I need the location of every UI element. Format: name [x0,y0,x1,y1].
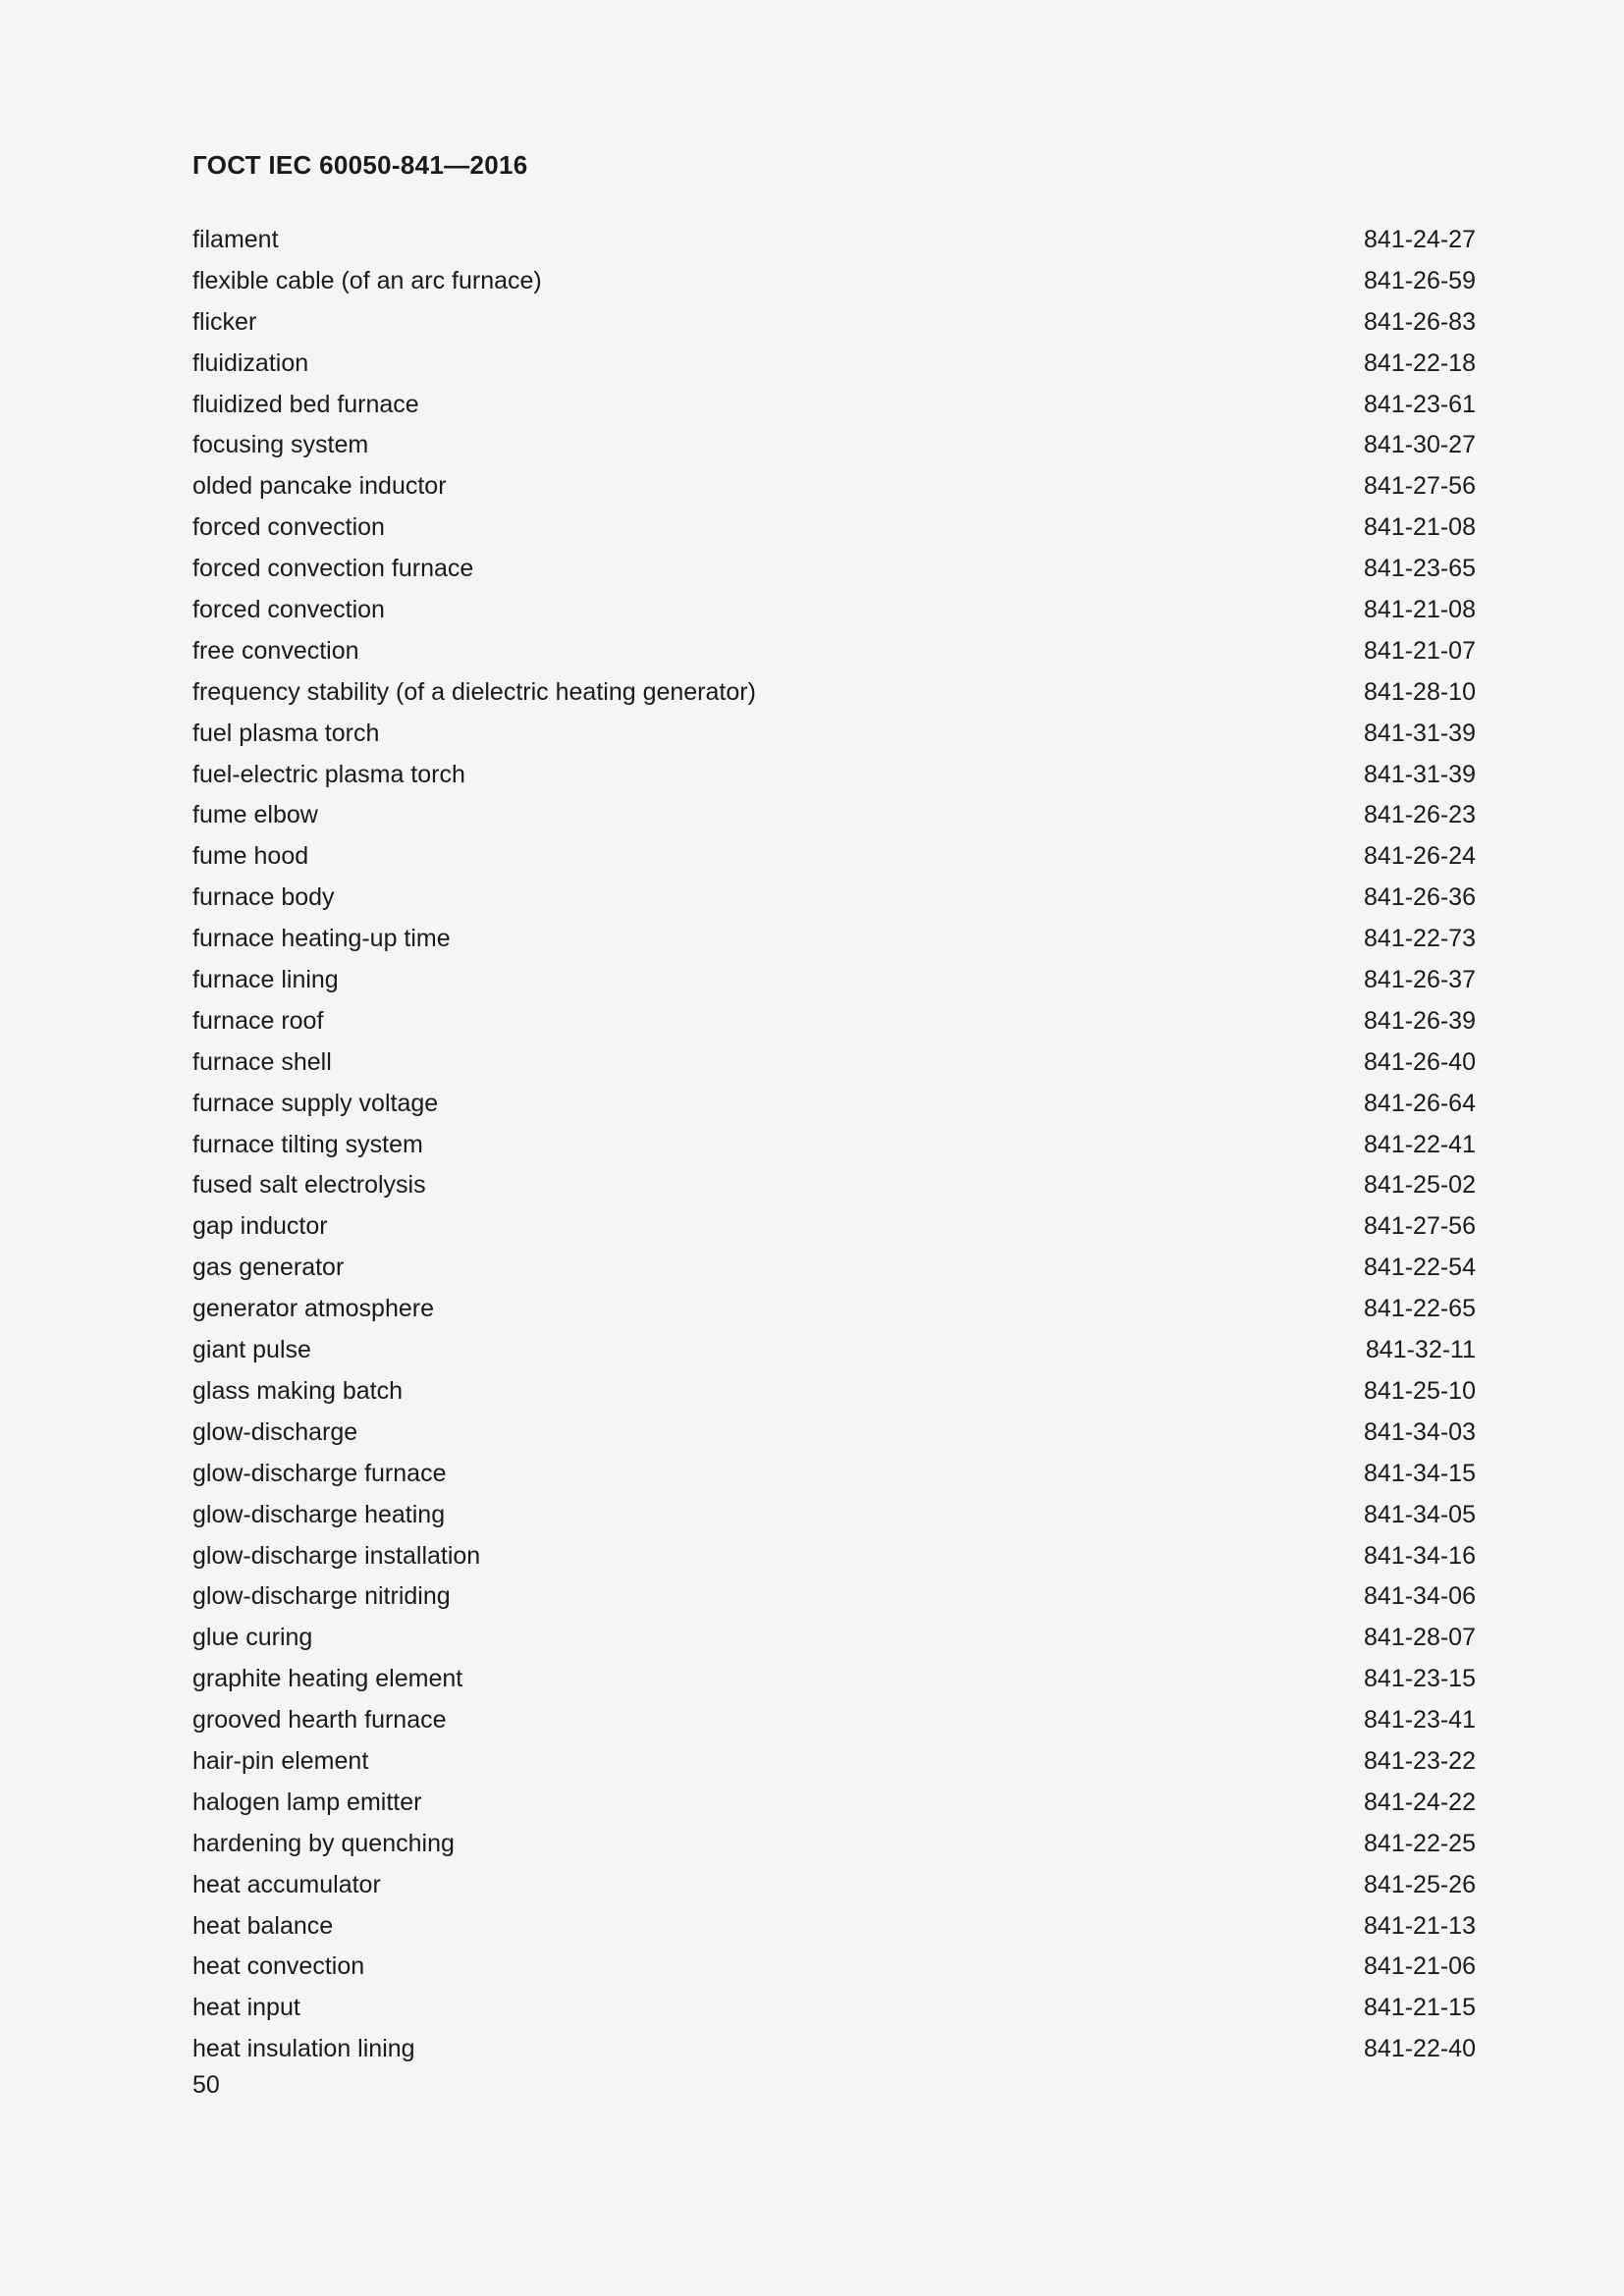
entry-term: glue curing [192,1624,313,1652]
index-entry [192,1618,1476,1659]
entry-term: glow-discharge furnace [192,1459,447,1487]
index-entry [192,507,1476,549]
entry-code: 841-24-22 [1364,1788,1476,1816]
entry-term: fume elbow [192,801,318,829]
entry-code: 841-21-15 [1364,1994,1476,2022]
entry-term: forced convection [192,596,385,624]
index-entry [192,1289,1476,1330]
index-entry [192,1741,1476,1783]
entry-code: 841-26-23 [1364,801,1476,829]
entry-term: heat convection [192,1952,365,1981]
entry-term: giant pulse [192,1336,311,1364]
entry-code: 841-23-65 [1364,555,1476,583]
entry-code: 841-22-73 [1364,925,1476,953]
entry-code: 841-32-11 [1365,1336,1476,1364]
index-entry [192,1947,1476,1988]
index-entry [192,385,1476,426]
entry-term: furnace roof [192,1006,324,1035]
entry-term: free convection [192,636,359,665]
entry-code: 841-28-07 [1364,1624,1476,1652]
entry-code: 841-31-39 [1364,719,1476,747]
entry-code: 841-21-08 [1364,596,1476,624]
index-entry [192,549,1476,590]
entry-code: 841-26-83 [1364,307,1476,336]
entry-code: 841-26-37 [1364,966,1476,994]
index-entry [192,631,1476,672]
entry-term: halogen lamp emitter [192,1788,422,1816]
entry-term: furnace tilting system [192,1130,423,1158]
index-entry [192,1330,1476,1371]
index-entry [192,1495,1476,1536]
entry-code: 841-23-22 [1364,1746,1476,1775]
entry-term: glow-discharge installation [192,1541,481,1570]
entry-term: glass making batch [192,1376,404,1405]
entry-code: 841-27-56 [1364,472,1476,501]
entry-code: 841-22-40 [1364,2035,1476,2063]
entry-term: flexible cable (of an arc furnace) [192,266,542,294]
index-entry [192,1042,1476,1084]
entry-code: 841-25-26 [1364,1870,1476,1898]
entry-term: generator atmosphere [192,1295,434,1323]
entry-code: 841-26-24 [1364,842,1476,871]
entry-term: fume hood [192,842,309,871]
entry-term: flicker [192,307,257,336]
entry-term: furnace heating-up time [192,925,451,953]
index-entry [192,1865,1476,1906]
entry-term: furnace lining [192,966,339,994]
index-entry [192,220,1476,261]
entry-code: 841-26-39 [1364,1006,1476,1035]
index-entry [192,1536,1476,1577]
index-entry [192,672,1476,714]
document-header: ГОСТ IEC 60050-841—2016 [192,150,528,180]
entry-code: 841-21-08 [1364,513,1476,542]
index-entry [192,960,1476,1001]
entry-code: 841-31-39 [1364,760,1476,788]
index-entry [192,1576,1476,1618]
entry-code: 841-23-61 [1364,390,1476,418]
entry-term: fluidization [192,348,309,377]
index-entry [192,714,1476,755]
entry-term: grooved hearth furnace [192,1706,447,1735]
index-entry [192,1988,1476,2029]
index-list [192,220,1476,2070]
entry-term: fluidized bed furnace [192,390,419,418]
index-entry [192,795,1476,836]
entry-term: gap inductor [192,1212,328,1241]
entry-term: heat balance [192,1911,334,1940]
entry-term: forced convection [192,513,385,542]
entry-term: furnace body [192,883,335,912]
entry-code: 841-34-15 [1364,1459,1476,1487]
entry-code: 841-34-05 [1364,1500,1476,1528]
index-entry [192,878,1476,919]
index-entry [192,1783,1476,1824]
entry-term: furnace shell [192,1047,332,1076]
index-entry [192,1084,1476,1125]
entry-term: olded pancake inductor [192,472,447,501]
index-entry [192,1454,1476,1495]
index-entry [192,1371,1476,1413]
index-entry [192,1700,1476,1741]
index-entry [192,344,1476,385]
entry-code: 841-23-41 [1364,1706,1476,1735]
entry-term: fuel-electric plasma torch [192,760,465,788]
entry-code: 841-34-03 [1364,1417,1476,1446]
index-entry [192,1206,1476,1248]
entry-term: glow-discharge heating [192,1500,446,1528]
entry-term: hair-pin element [192,1746,369,1775]
entry-term: graphite heating element [192,1665,463,1693]
index-entry [192,1824,1476,1865]
entry-code: 841-22-41 [1364,1130,1476,1158]
entry-code: 841-21-07 [1364,636,1476,665]
entry-code: 841-26-64 [1364,1089,1476,1117]
index-entry [192,590,1476,631]
entry-code: 841-26-40 [1364,1047,1476,1076]
entry-term: hardening by quenching [192,1829,455,1857]
entry-code: 841-28-10 [1364,677,1476,706]
entry-term: heat accumulator [192,1870,381,1898]
index-entry [192,425,1476,466]
index-entry [192,1413,1476,1454]
entry-term: filament [192,226,279,253]
entry-term: fuel plasma torch [192,719,380,747]
entry-code: 841-22-54 [1364,1254,1476,1282]
index-entry [192,919,1476,960]
index-entry [192,1248,1476,1289]
entry-code: 841-21-06 [1364,1952,1476,1981]
entry-code: 841-30-27 [1364,431,1476,459]
entry-code: 841-21-13 [1364,1911,1476,1940]
entry-code: 841-22-25 [1364,1829,1476,1857]
entry-code: 841-26-59 [1364,266,1476,294]
entry-code: 841-34-16 [1364,1541,1476,1570]
entry-term: furnace supply voltage [192,1089,439,1117]
entry-code: 841-34-06 [1364,1582,1476,1611]
index-entry [192,302,1476,344]
entry-code: 841-26-36 [1364,883,1476,912]
entry-code: 841-25-02 [1364,1171,1476,1200]
entry-code: 841-25-10 [1364,1376,1476,1405]
index-entry [192,836,1476,878]
index-entry [192,1659,1476,1700]
entry-term: frequency stability (of a dielectric heating generator) [192,677,756,706]
index-entry [192,2029,1476,2070]
index-entry [192,261,1476,302]
index-entry [192,755,1476,796]
entry-term: gas generator [192,1254,345,1282]
entry-term: glow-discharge nitriding [192,1582,451,1611]
entry-term: heat insulation lining [192,2035,415,2063]
entry-code: 841-23-15 [1364,1665,1476,1693]
entry-term: focusing system [192,431,369,459]
entry-term: glow-discharge [192,1417,358,1446]
index-entry [192,1165,1476,1206]
entry-term: heat input [192,1994,300,2022]
index-entry [192,1906,1476,1948]
entry-term: forced convection furnace [192,555,474,583]
entry-code: 841-22-65 [1364,1295,1476,1323]
index-entry [192,1125,1476,1166]
entry-term: fused salt electrolysis [192,1171,426,1200]
entry-code: 841-24-27 [1364,226,1476,253]
page-number: 50 [192,2071,220,2099]
entry-code: 841-27-56 [1364,1212,1476,1241]
index-entry [192,466,1476,507]
entry-code: 841-22-18 [1364,348,1476,377]
index-entry [192,1001,1476,1042]
